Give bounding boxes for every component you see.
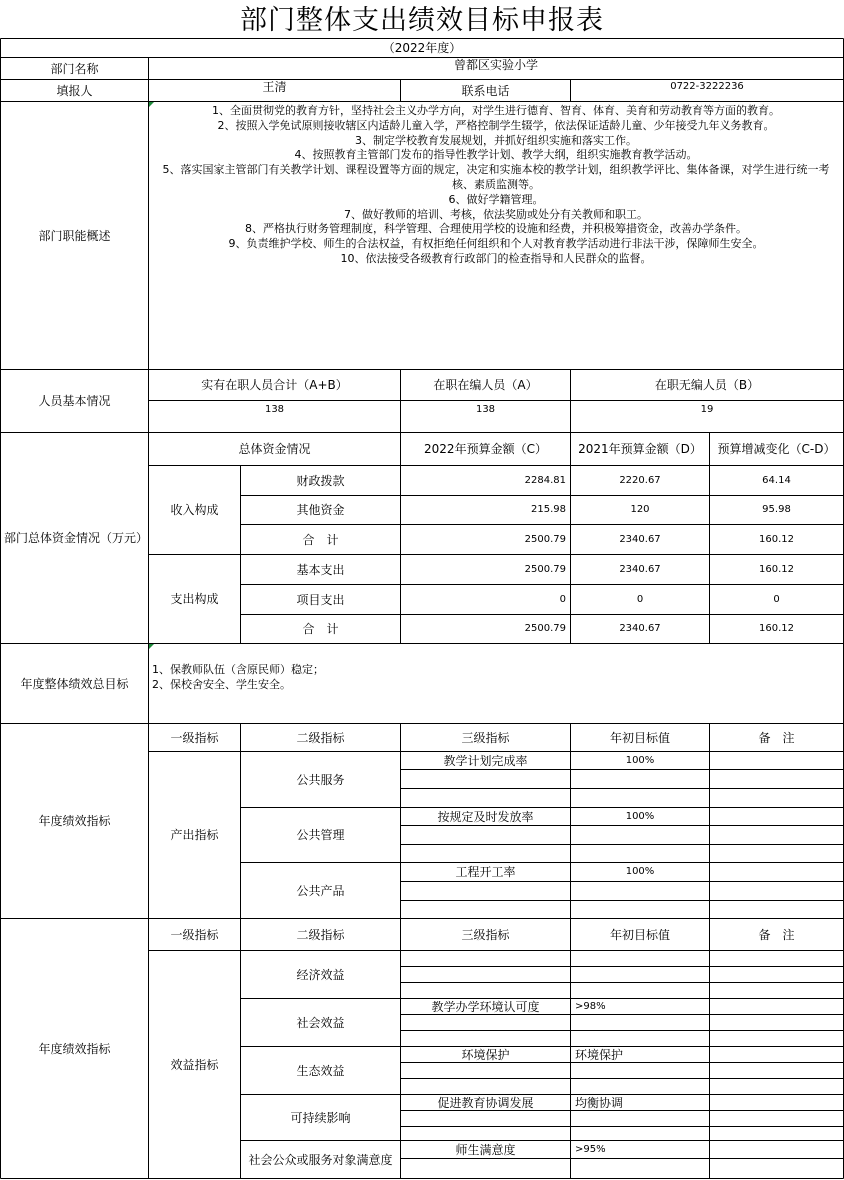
filler-label: 填报人: [56, 83, 93, 98]
income-label: 收入构成: [170, 503, 219, 517]
output-level2: 公共管理: [296, 828, 345, 842]
expense-row-c: 2500.79: [524, 623, 566, 634]
duty-line: 8、严格执行财务管理制度，科学管理、合理使用学校的设施和经费，并积极筹措资金，改善办学条件。: [245, 222, 747, 236]
phone-label: 联系电话: [461, 83, 510, 98]
dept-name-value: 曾都区实验小学: [453, 58, 538, 72]
expense-row-diff: 160.12: [759, 563, 794, 575]
income-row-diff: 64.14: [762, 474, 791, 486]
staff-b-value: 19: [700, 404, 714, 415]
income-row-c: 215.98: [531, 504, 566, 515]
output-level3: 教学计划完成率: [443, 753, 528, 768]
expense-label: 支出构成: [170, 592, 219, 606]
year-label: （2022年度）: [382, 41, 462, 55]
staff-header-a: 在职在编人员（A）: [433, 378, 538, 392]
staff-a-value: 138: [475, 404, 496, 415]
income-row-d: 2340.67: [619, 533, 661, 545]
funds-header-overall: 总体资金情况: [238, 442, 311, 456]
income-row-name: 合 计: [302, 532, 339, 547]
income-row-c: 2284.81: [524, 474, 566, 486]
expense-row-name: 基本支出: [296, 562, 345, 577]
benefit-target: >98%: [575, 1000, 606, 1012]
duty-line: 4、按照教育主管部门发布的指导性教学计划、教学大纲，组织实施教育教学活动。: [294, 148, 698, 162]
duty-line: 10、依法接受各级教育行政部门的检查指导和人民群众的监督。: [340, 251, 652, 265]
benefit-section-label: 年度绩效指标: [38, 1041, 111, 1056]
filler-name: 王清: [262, 80, 287, 94]
comment-marker-icon: [149, 644, 154, 649]
income-row-d: 120: [630, 504, 650, 515]
duty-line: 2、按照入学免试原则接收辖区内适龄儿童入学，严格控制学生辍学，依法保证适龄儿童、少年接受九年义务教育。: [217, 118, 775, 132]
staff-header-total: 实有在职人员合计（A+B）: [201, 378, 348, 392]
benefit-level3: 环境保护: [461, 1047, 510, 1062]
output-level2: 公共服务: [296, 772, 345, 787]
header-level1: 一级指标: [170, 927, 219, 942]
duty-line: 9、负责维护学校、师生的合法权益，有权拒绝任何组织和个人对教育教学活动进行非法干涉，保障师生安全。: [228, 237, 764, 251]
duty-line: 3、制定学校教育发展规划，并抓好组织实施和落实工作。: [355, 133, 637, 147]
income-row-name: 财政拨款: [296, 473, 345, 488]
dept-name-label: 部门名称: [50, 61, 99, 76]
duty-line: 6、做好学籍管理。: [448, 192, 544, 206]
header-level2: 二级指标: [296, 927, 345, 942]
header-level3: 三级指标: [461, 730, 510, 745]
output-level3: 按规定及时发放率: [437, 809, 534, 824]
header-target: 年初目标值: [609, 730, 670, 745]
staff-header-b: 在职无编人员（B）: [654, 378, 760, 392]
benefit-level2: 生态效益: [296, 1063, 345, 1078]
staff-label: 人员基本情况: [38, 394, 111, 408]
income-row-diff: 160.12: [759, 533, 794, 545]
benefit-target: [571, 951, 709, 966]
expense-row-diff: 0: [773, 593, 780, 605]
benefit-level2: 经济效益: [296, 967, 345, 982]
benefit-level1: 效益指标: [170, 1057, 219, 1072]
goal-label: 年度整体绩效总目标: [20, 676, 129, 691]
form-title: 部门整体支出绩效目标申报表: [240, 5, 604, 36]
goal-line: 2、保校舍安全、学生安全。: [152, 678, 291, 691]
funds-header-d: 2021年预算金额（D）: [578, 442, 702, 456]
benefit-level2: 社会公众或服务对象满意度: [248, 1152, 393, 1167]
header-remark: 备 注: [758, 927, 795, 942]
goal-text: [150, 662, 840, 692]
benefit-target: >95%: [575, 1143, 606, 1155]
income-row-d: 2220.67: [619, 474, 661, 486]
benefit-level2: 社会效益: [296, 1015, 345, 1030]
income-row-name: 其他资金: [296, 503, 345, 517]
duty-line: 7、做好教师的培训、考核，依法奖励或处分有关教师和职工。: [344, 207, 648, 221]
output-target: 100%: [625, 866, 655, 877]
duty-line: 1、全面贯彻党的教育方针，坚持社会主义办学方向，对学生进行德育、智育、体育、美育和劳动教育等方面的教育。: [212, 104, 780, 117]
funds-header-c: 2022年预算金额（C）: [424, 442, 547, 456]
header-level3: 三级指标: [461, 927, 510, 942]
benefit-target: 均衡协调: [575, 1095, 624, 1110]
income-row-c: 2500.79: [524, 533, 566, 545]
expense-row-c: 2500.79: [524, 563, 566, 575]
duties-text: [150, 104, 842, 267]
output-level3: 工程开工率: [455, 865, 516, 879]
funds-header-diff: 预算增减变化（C-D）: [717, 442, 836, 456]
output-level1: 产出指标: [170, 828, 219, 842]
header-level2: 二级指标: [296, 730, 345, 745]
expense-row-d: 0: [636, 593, 644, 605]
benefit-level3: 教学办学环境认可度: [431, 999, 540, 1014]
funds-label: 部门总体资金情况（万元）: [4, 531, 148, 545]
income-row-diff: 95.98: [762, 504, 791, 515]
benefit-level3: 促进教育协调发展: [437, 1095, 534, 1110]
expense-row-name: 项目支出: [296, 592, 345, 607]
expense-row-d: 2340.67: [619, 623, 661, 634]
phone-value: 0722-3222236: [670, 81, 744, 92]
benefit-level2: 可持续影响: [290, 1110, 351, 1125]
header-target: 年初目标值: [609, 927, 670, 942]
output-level2: 公共产品: [296, 883, 345, 898]
expense-row-name: 合 计: [302, 622, 339, 636]
expense-row-diff: 160.12: [759, 623, 794, 634]
output-target: 100%: [625, 810, 655, 822]
output-target: 100%: [625, 754, 655, 766]
staff-total-value: 138: [264, 404, 285, 415]
benefit-level3: 师生满意度: [455, 1142, 516, 1157]
duties-label: 部门职能概述: [38, 228, 111, 243]
goal-line: 1、保教师队伍（含原民师）稳定；: [152, 663, 324, 676]
benefit-level3: [401, 951, 570, 966]
header-remark: 备 注: [758, 730, 795, 745]
header-level1: 一级指标: [170, 730, 219, 745]
benefit-target: 环境保护: [575, 1047, 624, 1062]
output-section-label: 年度绩效指标: [38, 814, 111, 828]
duty-line: 5、落实国家主管部门有关教学计划、课程设置等方面的规定，决定和实施本校的教学计划，组织教学评比、集体备课，对学生进行统一考核、素质监测等。: [162, 163, 830, 191]
expense-row-d: 2340.67: [619, 563, 661, 575]
expense-row-c: 0: [559, 593, 566, 605]
